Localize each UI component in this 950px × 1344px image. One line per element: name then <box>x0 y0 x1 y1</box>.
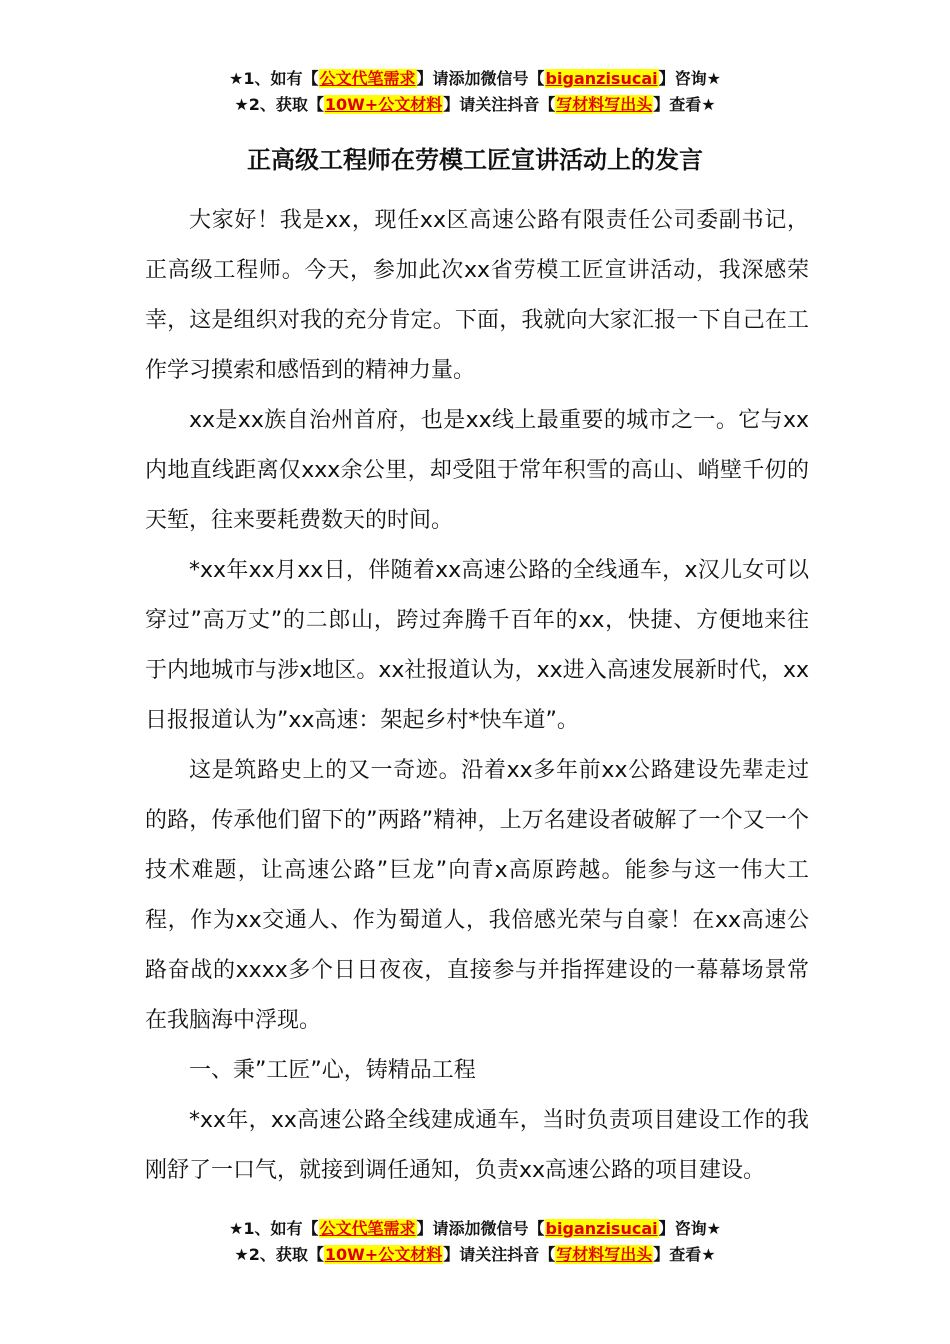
highlight-wechat-id: biganzisucai <box>545 1219 658 1238</box>
highlight-wechat-id: biganzisucai <box>545 69 658 88</box>
banner-line-1: ★1、如有【公文代笔需求】请添加微信号【biganzisucai】咨询★ <box>229 69 721 88</box>
highlight-service: 公文代笔需求 <box>319 69 416 88</box>
highlight-service: 公文代笔需求 <box>319 1219 416 1238</box>
footer-banner <box>0 1216 950 1268</box>
banner-line-1: ★1、如有【公文代笔需求】请添加微信号【biganzisucai】咨询★ <box>229 1219 721 1238</box>
document-title: 正高级工程师在劳模工匠宣讲活动上的发言 <box>247 146 703 174</box>
highlight-douyin-account: 写材料写出头 <box>556 95 653 114</box>
banner-line-2: ★2、获取【10W+公文材料】请关注抖音【写材料写出头】查看★ <box>234 95 716 114</box>
paragraph: *xx年xx月xx日，伴随着xx高速公路的全线通车，x汉儿女可以穿过”高万丈”的二郎山，跨过奔腾千百年的xx，快捷、方便地来往于内地城市与涉x地区。xx社报道认为，xx进入高速发展新时代，xx日报报道认为”xx高速：架起乡村*快车道”。 <box>145 558 809 733</box>
paragraph: 这是筑路史上的又一奇迹。沿着xx多年前xx公路建设先辈走过的路，传承他们留下的”两路”精神，上万名建设者破解了一个又一个技术难题，让高速公路”巨龙”向青x高原跨越。能参与这一伟大工程，作为xx交通人、作为蜀道人，我倍感光荣与自豪！在xx高速公路奋战的xxxx多个日日夜夜，直接参与并指挥建设的一幕幕场景常在我脑海中浮现。 <box>145 758 809 1033</box>
highlight-douyin-account: 写材料写出头 <box>556 1245 653 1264</box>
paragraph: *xx年，xx高速公路全线建成通车，当时负责项目建设工作的我刚舒了一口气，就接到调任通知，负责xx高速公路的项目建设。 <box>145 1108 809 1183</box>
banner-line-2: ★2、获取【10W+公文材料】请关注抖音【写材料写出头】查看★ <box>234 1245 716 1264</box>
highlight-materials: 10W+公文材料 <box>324 1245 443 1264</box>
section-heading: 一、秉”工匠”心，铸精品工程 <box>189 1058 476 1083</box>
highlight-materials: 10W+公文材料 <box>324 95 443 114</box>
paragraph: 大家好！我是xx，现任xx区高速公路有限责任公司委副书记，正高级工程师。今天，参加此次xx省劳模工匠宣讲活动，我深感荣幸，这是组织对我的充分肯定。下面，我就向大家汇报一下自己在工作学习摸索和感悟到的精神力量。 <box>145 208 809 383</box>
header-banner <box>0 66 950 118</box>
paragraph: xx是xx族自治州首府，也是xx线上最重要的城市之一。它与xx内地直线距离仅xxx余公里，却受阻于常年积雪的高山、峭壁千仞的天堑，往来要耗费数天的时间。 <box>145 408 809 533</box>
document-body <box>145 196 809 1196</box>
